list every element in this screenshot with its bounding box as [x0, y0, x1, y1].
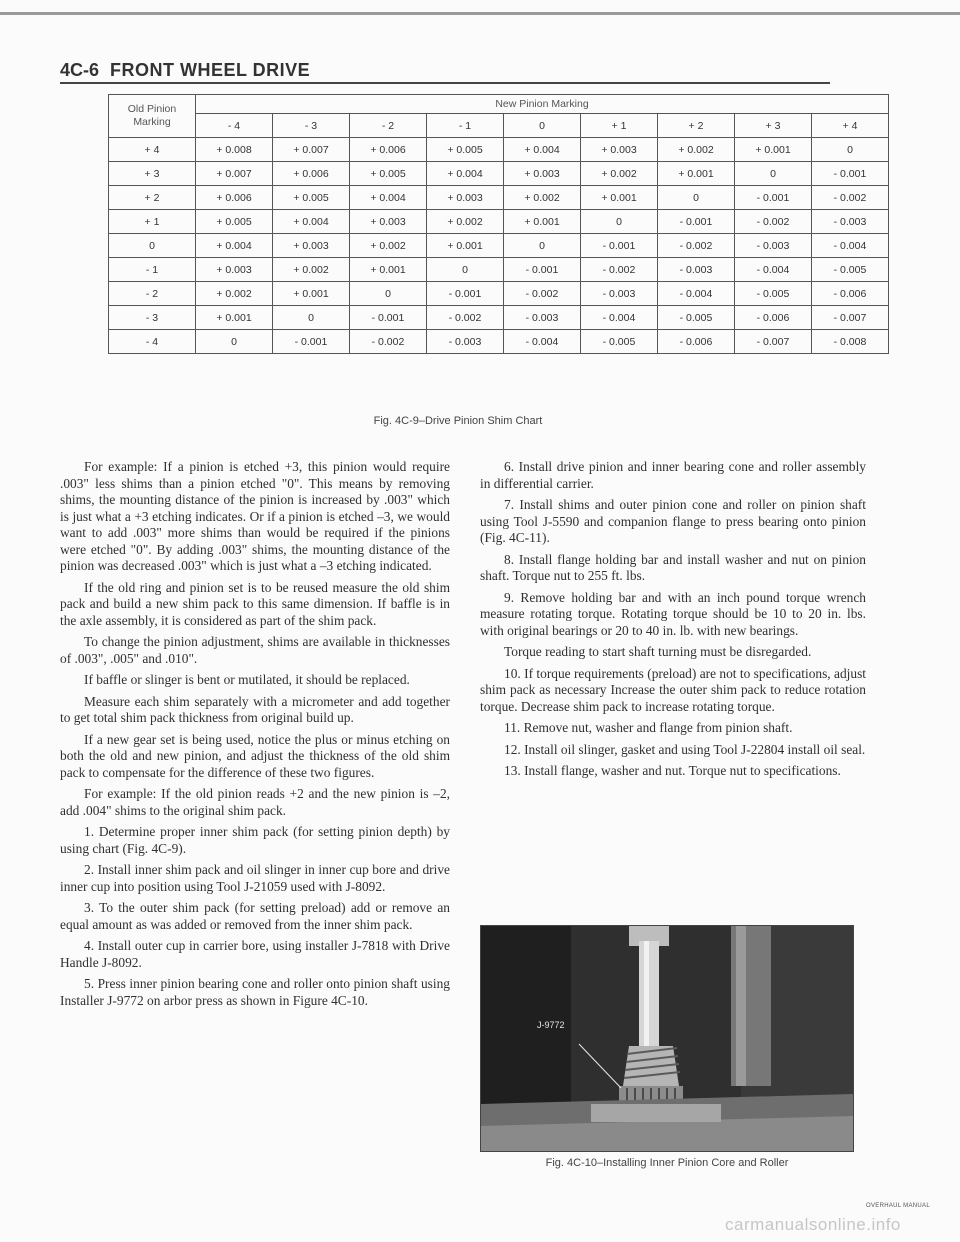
shim-value-cell: - 0.002 [504, 282, 581, 306]
shim-value-cell: 0 [581, 210, 658, 234]
shim-value-cell: - 0.003 [812, 210, 889, 234]
shim-value-cell: - 0.001 [504, 258, 581, 282]
column-header: + 2 [658, 114, 735, 138]
shim-value-cell: - 0.006 [658, 330, 735, 354]
shim-value-cell: + 0.004 [427, 162, 504, 186]
paragraph: 10. If torque requirements (preload) are not to specifications, adjust shim pack as necessary Increase the outer shim pack to reduce rotation torque. Decrease shim pack to increase rotating torque. [480, 665, 866, 714]
shim-value-cell: - 0.002 [812, 186, 889, 210]
paragraph: 8. Install flange holding bar and install washer and nut on pinion shaft. Torque nut to 255 ft. lbs. [480, 551, 866, 583]
shim-value-cell: + 0.008 [196, 138, 273, 162]
paragraph: Torque reading to start shaft turning must be disregarded. [504, 644, 812, 659]
shim-value-cell: + 0.001 [504, 210, 581, 234]
shim-value-cell: + 0.005 [196, 210, 273, 234]
shim-value-cell: + 0.004 [350, 186, 427, 210]
shim-value-cell: + 0.001 [735, 138, 812, 162]
shim-value-cell: + 0.001 [196, 306, 273, 330]
table-row [109, 234, 889, 258]
shim-value-cell: - 0.006 [812, 282, 889, 306]
shim-value-cell: + 0.003 [273, 234, 350, 258]
shim-value-cell: - 0.003 [504, 306, 581, 330]
shim-value-cell: + 0.001 [427, 234, 504, 258]
shim-value-cell: + 0.007 [196, 162, 273, 186]
shim-value-cell: - 0.008 [812, 330, 889, 354]
chart-body [109, 138, 889, 354]
shim-value-cell: + 0.007 [273, 138, 350, 162]
shim-value-cell: + 0.001 [273, 282, 350, 306]
old-marking-cell: - 3 [109, 306, 196, 330]
paragraph: 4. Install outer cup in carrier bore, using installer J-7818 with Drive Handle J-8092. [60, 938, 450, 970]
shim-value-cell: - 0.002 [581, 258, 658, 282]
shim-value-cell: - 0.003 [581, 282, 658, 306]
shim-value-cell: - 0.006 [735, 306, 812, 330]
paragraph: For example: If a pinion is etched +3, this pinion would require .003" less shims than a pinion etched "0". This means by removing shims, the mounting distance of the pinion is increased by .003" which is just what a +3 etching indicates. Or if a pinion is etched –3, we would want to add .003" more shims than would be required if the pinions were etched "0". By adding .003" shims, the mounting distance of the pinion was decreased .003" which is just what a –3 etching indicated. [60, 459, 450, 573]
shim-value-cell: + 0.005 [273, 186, 350, 210]
paragraph: 12. Install oil slinger, gasket and using Tool J-22804 install oil seal. [504, 741, 866, 757]
paragraph: If the old ring and pinion set is to be reused measure the old shim pack and build a new shim pack to this same dimension. If baffle is in the axle assembly, it is considered as part of the shim pack. [60, 579, 450, 628]
shim-value-cell: + 0.003 [350, 210, 427, 234]
table-row [109, 162, 889, 186]
shim-value-cell: - 0.004 [504, 330, 581, 354]
column-header: - 2 [350, 114, 427, 138]
shim-value-cell: - 0.004 [658, 282, 735, 306]
shim-value-cell: 0 [658, 186, 735, 210]
paragraph: 13. Install flange, washer and nut. Torque nut to specifications. [504, 763, 841, 778]
old-marking-cell: + 2 [109, 186, 196, 210]
old-marking-cell: + 4 [109, 138, 196, 162]
shim-value-cell: 0 [427, 258, 504, 282]
paragraph: For example: If the old pinion reads +2 and the new pinion is –2, add .004" shims to the original shim pack. [60, 786, 450, 818]
shim-value-cell: + 0.004 [273, 210, 350, 234]
new-marking-header: New Pinion Marking [196, 95, 889, 114]
shim-value-cell: - 0.005 [812, 258, 889, 282]
shim-value-cell: - 0.002 [658, 234, 735, 258]
shim-value-cell: - 0.003 [735, 234, 812, 258]
paragraph: 9. Remove holding bar and with an inch pound torque wrench measure rotating torque. Rotating torque should be 10 to 20 in. lbs. with original bearings or 20 to 40 in. lb. with new bearings. [480, 589, 866, 638]
shim-value-cell: 0 [812, 138, 889, 162]
table-row [109, 210, 889, 234]
shim-value-cell: + 0.005 [427, 138, 504, 162]
shim-value-cell: + 0.001 [658, 162, 735, 186]
table-row [109, 282, 889, 306]
paragraph: 5. Press inner pinion bearing cone and roller onto pinion shaft using Installer J-9772 on arbor press as shown in Figure 4C-10. [60, 976, 450, 1008]
paragraph: If baffle or slinger is bent or mutilated, it should be replaced. [84, 672, 410, 687]
table-row [109, 330, 889, 354]
shim-value-cell: - 0.001 [273, 330, 350, 354]
shim-value-cell: 0 [196, 330, 273, 354]
shim-value-cell: + 0.003 [196, 258, 273, 282]
header-rule [60, 82, 830, 84]
shim-value-cell: - 0.005 [581, 330, 658, 354]
shim-value-cell: - 0.003 [427, 330, 504, 354]
figure-caption: Fig. 4C-10–Installing Inner Pinion Core and Roller [545, 1157, 789, 1169]
table-row [109, 258, 889, 282]
table-row [109, 186, 889, 210]
shim-value-cell: - 0.004 [735, 258, 812, 282]
column-header: 0 [504, 114, 581, 138]
shim-value-cell: - 0.002 [350, 330, 427, 354]
table-row [109, 138, 889, 162]
shim-value-cell: + 0.003 [427, 186, 504, 210]
shim-value-cell: 0 [350, 282, 427, 306]
shim-value-cell: - 0.001 [350, 306, 427, 330]
paragraph: 7. Install shims and outer pinion cone and roller on pinion shaft using Tool J-5590 and companion flange to press bearing onto pinion (Fig. 4C-11). [480, 497, 866, 545]
shim-value-cell: - 0.001 [581, 234, 658, 258]
shim-value-cell: - 0.007 [812, 306, 889, 330]
shim-value-cell: + 0.002 [273, 258, 350, 282]
tool-label: J-9772 [537, 1020, 565, 1030]
page-header [60, 60, 830, 82]
old-marking-cell: - 1 [109, 258, 196, 282]
table-row [109, 306, 889, 330]
old-marking-cell: 0 [109, 234, 196, 258]
shim-value-cell: + 0.006 [273, 162, 350, 186]
paragraph: 6. Install drive pinion and inner bearing cone and roller assembly in differential carrier. [480, 459, 866, 491]
watermark: carmanualsonline.info [725, 1215, 901, 1234]
shim-value-cell: + 0.002 [504, 186, 581, 210]
shim-value-cell: + 0.001 [581, 186, 658, 210]
paragraph: To change the pinion adjustment, shims are available in thicknesses of .003", .005" and .010". [60, 634, 450, 666]
manual-label: OVERHAUL MANUAL [866, 1203, 930, 1209]
paragraph: Measure each shim separately with a micrometer and add together to get total shim pack thickness from original build up. [60, 693, 450, 725]
shim-value-cell: 0 [735, 162, 812, 186]
shim-value-cell: - 0.003 [658, 258, 735, 282]
right-text-column [480, 459, 866, 785]
shim-value-cell: - 0.002 [427, 306, 504, 330]
top-edge-line [0, 12, 960, 15]
shim-value-cell: - 0.004 [581, 306, 658, 330]
shim-value-cell: - 0.005 [735, 282, 812, 306]
column-header: + 1 [581, 114, 658, 138]
shim-value-cell: 0 [504, 234, 581, 258]
shim-value-cell: + 0.002 [581, 162, 658, 186]
shim-value-cell: 0 [273, 306, 350, 330]
shim-value-cell: + 0.002 [427, 210, 504, 234]
shim-value-cell: - 0.001 [658, 210, 735, 234]
column-header: + 3 [735, 114, 812, 138]
shim-value-cell: - 0.001 [735, 186, 812, 210]
shim-value-cell: - 0.005 [658, 306, 735, 330]
press-photo-illustration [481, 926, 853, 1151]
shim-value-cell: + 0.006 [350, 138, 427, 162]
shim-value-cell: - 0.001 [427, 282, 504, 306]
column-header: - 4 [196, 114, 273, 138]
shim-value-cell: + 0.003 [504, 162, 581, 186]
left-text-column [60, 459, 450, 1014]
paragraph: 3. To the outer shim pack (for setting preload) add or remove an equal amount as was added or removed from the inner shim pack. [60, 900, 450, 932]
shim-value-cell: + 0.002 [350, 234, 427, 258]
installing-pinion-photo [480, 925, 854, 1152]
shim-value-cell: + 0.001 [350, 258, 427, 282]
shim-chart-table [108, 94, 889, 354]
shim-value-cell: - 0.004 [812, 234, 889, 258]
old-marking-header: Old Pinion Marking [109, 95, 196, 138]
section-title: FRONT WHEEL DRIVE [110, 60, 311, 80]
paragraph: 2. Install inner shim pack and oil slinger in inner cup bore and drive inner cup into position using Tool J-21059 used with J-8092. [60, 862, 450, 894]
shim-value-cell: - 0.002 [735, 210, 812, 234]
shim-value-cell: + 0.004 [196, 234, 273, 258]
paragraph: 1. Determine proper inner shim pack (for setting pinion depth) by using chart (Fig. 4C-9). [60, 824, 450, 856]
shim-value-cell: + 0.002 [658, 138, 735, 162]
shim-value-cell: + 0.006 [196, 186, 273, 210]
old-marking-cell: + 3 [109, 162, 196, 186]
old-marking-cell: + 1 [109, 210, 196, 234]
chart-caption: Fig. 4C-9–Drive Pinion Shim Chart [373, 415, 543, 427]
old-marking-cell: - 2 [109, 282, 196, 306]
shim-value-cell: + 0.005 [350, 162, 427, 186]
old-marking-cell: - 4 [109, 330, 196, 354]
column-header-row [109, 114, 889, 138]
shim-value-cell: + 0.004 [504, 138, 581, 162]
paragraph: 11. Remove nut, washer and flange from pinion shaft. [504, 720, 793, 735]
column-header: - 1 [427, 114, 504, 138]
column-header: + 4 [812, 114, 889, 138]
page-number: 4C-6 [60, 60, 100, 80]
paragraph: If a new gear set is being used, notice the plus or minus etching on both the old and new pinion, and adjust the thickness of the old shim pack to compensate for the difference of these two figures. [60, 731, 450, 780]
shim-value-cell: + 0.002 [196, 282, 273, 306]
shim-value-cell: - 0.001 [812, 162, 889, 186]
shim-value-cell: + 0.003 [581, 138, 658, 162]
column-header: - 3 [273, 114, 350, 138]
shim-value-cell: - 0.007 [735, 330, 812, 354]
